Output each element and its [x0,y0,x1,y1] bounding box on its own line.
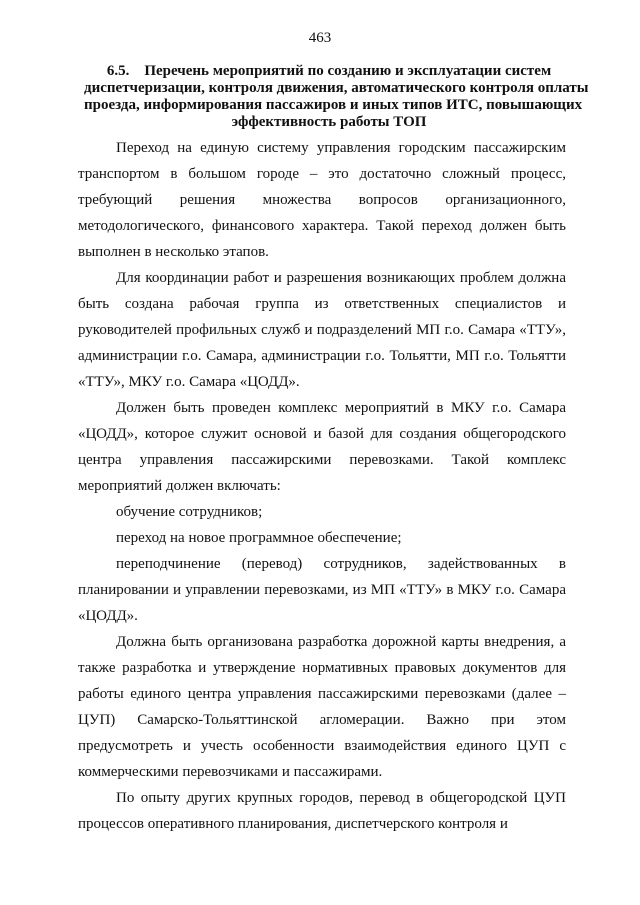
list-item-software: переход на новое программное обеспечение; [116,530,402,546]
paragraph-working-group: Для координации работ и разрешения возникающих проблем должна быть создана рабочая группа из ответственных специалистов и руководителей профильных служб и подразделений МП г.о. Самара «ТТУ», администрации г.о. Самара, администрации г.о. Тольятти, МП г.о. Тольятти «ТТУ», МКУ г.о. Самара «ЦОДД». [78,270,566,390]
section-heading [84,63,589,131]
list-item-training: обучение сотрудников; [116,504,263,520]
paragraph-roadmap: Должна быть организована разработка дорожной карты внедрения, а также разработка и утверждение нормативных правовых документов для работы единого центра управления пассажирскими перевозками (далее – ЦУП) Самарско-Тольяттинской агломерации. Важно при этом предусмотреть и учесть особенности взаимодействия единого ЦУП с коммерческими перевозчиками и пассажирами. [78,634,566,780]
section-heading-line: диспетчеризации, контроля движения, автоматического контроля оплаты [84,80,589,96]
section-heading-line: проезда, информирования пассажиров и иных типов ИТС, повышающих [84,97,583,113]
page-number: 463 [308,30,332,46]
section-heading-line: эффективность работы ТОП [231,114,427,130]
list-item-reassignment: переподчинение (перевод) сотрудников, задействованных в планировании и управлении перевозками, из МП «ТТУ» в МКУ г.о. Самара «ЦОДД». [78,556,566,624]
paragraph-measures: Должен быть проведен комплекс мероприятий в МКУ г.о. Самара «ЦОДД», которое служит основой и базой для создания общегородского центра управления пассажирскими перевозками. Такой комплекс мероприятий должен включать: [78,400,566,494]
body-text [78,135,566,837]
paragraph-transition: Переход на единую систему управления городским пассажирским транспортом в большом городе – это достаточно сложный процесс, требующий решения множества вопросов организационного, методологического, финансового характера. Такой переход должен быть выполнен в несколько этапов. [78,140,566,260]
paragraph-experience: По опыту других крупных городов, перевод в общегородской ЦУП процессов оперативного планирования, диспетчерского контроля и [78,790,566,832]
section-heading-line: 6.5. Перечень мероприятий по созданию и эксплуатации систем [106,63,552,79]
